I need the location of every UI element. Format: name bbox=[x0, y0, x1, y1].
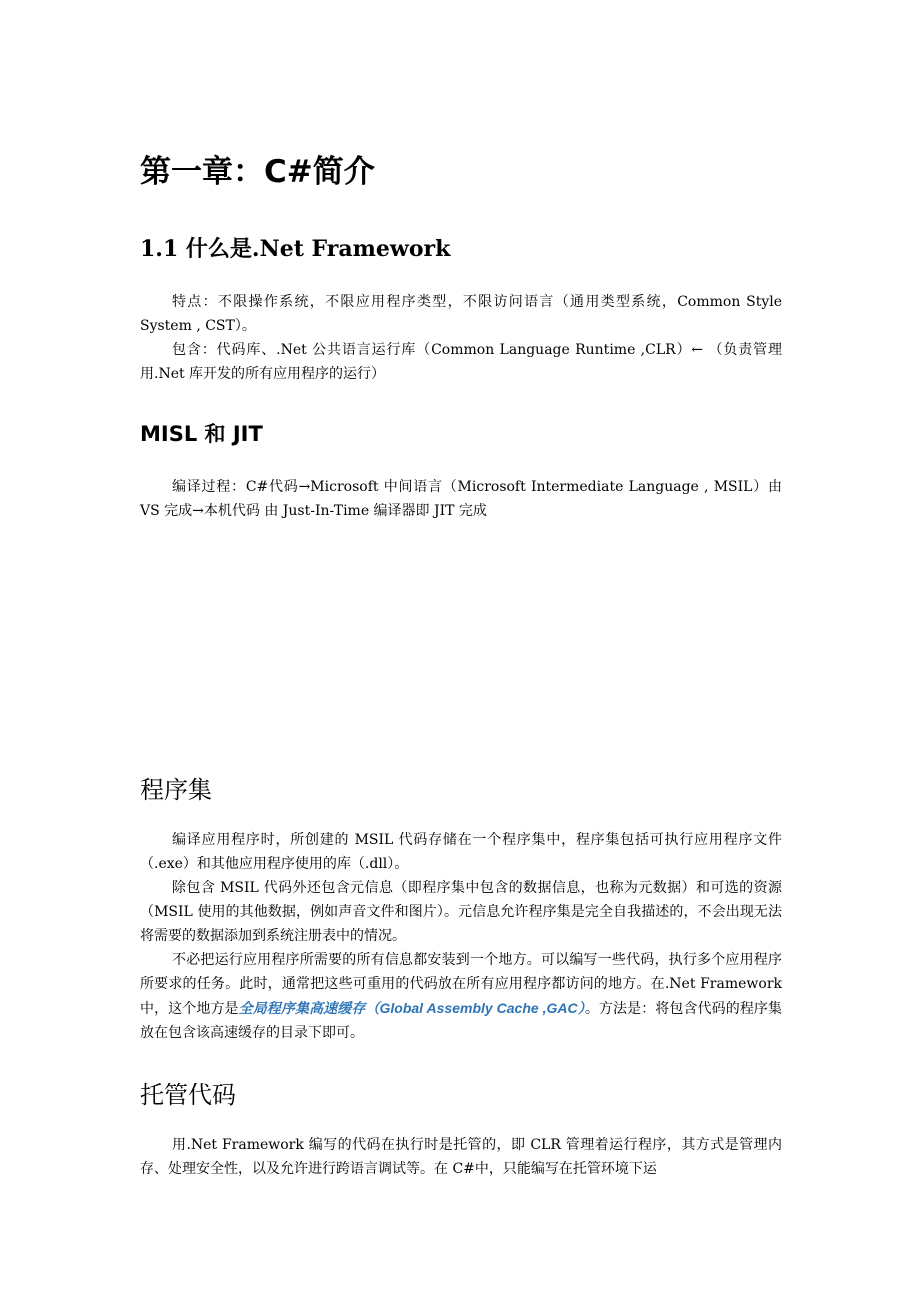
section-body-misl-jit bbox=[140, 475, 782, 523]
gac-text-after: 。方法是：将包含代码的程序集放在包含该高速缓存的目录下即可。 bbox=[140, 1001, 783, 1041]
section-title-net-framework: 1.1 什么是.Net Framework bbox=[140, 236, 451, 262]
section-body-managed-code bbox=[140, 1133, 782, 1181]
section-body-net-framework bbox=[140, 290, 782, 386]
paragraph-features: 特点：不限操作系统，不限应用程序类型，不限访问语言（通用类型系统，Common Style System , CST）。 bbox=[140, 294, 782, 334]
section-body-assembly bbox=[140, 828, 782, 1045]
paragraph-assembly-metadata: 除包含 MSIL 代码外还包含元信息（即程序集中包含的数据信息，也称为元数据）和可选的资源（MSIL 使用的其他数据，例如声音文件和图片）。元信息允许程序集是完全自我描述的，不会出现无法将需要的数据添加到系统注册表中的情况。 bbox=[140, 880, 782, 944]
paragraph-assembly-intro: 编译应用程序时，所创建的 MSIL 代码存储在一个程序集中，程序集包括可执行应用程序文件（.exe）和其他应用程序使用的库（.dll）。 bbox=[140, 832, 782, 872]
gac-emphasis: 全局程序集高速缓存（Global Assembly Cache ,GAC） bbox=[238, 1000, 585, 1016]
gac-text-before: 不必把运行应用程序所需要的所有信息都安装到一个地方。可以编写一些代码，执行多个应用程序所要求的任务。此时，通常把这些可重用的代码放在所有应用程序都访问的地方。在.Net Framework 中，这个地方是 bbox=[140, 952, 782, 1017]
section-title-misl-jit: MISL 和 JIT bbox=[140, 422, 263, 446]
paragraph-compile-process: 编译过程：C#代码→Microsoft 中间语言（Microsoft Intermediate Language , MSIL）由 VS 完成→本机代码 由 Just-In-Time 编译器即 JIT 完成 bbox=[140, 479, 782, 519]
paragraph-managed-code: 用.Net Framework 编写的代码在执行时是托管的，即 CLR 管理着运行程序，其方式是管理内存、处理安全性，以及允许进行跨语言调试等。在 C#中，只能编写在托管环境下运 bbox=[140, 1137, 782, 1177]
paragraph-assembly-gac bbox=[140, 948, 782, 1045]
section-title-assembly: 程序集 bbox=[140, 776, 212, 804]
section-title-managed-code: 托管代码 bbox=[140, 1081, 236, 1109]
paragraph-contents: 包含：代码库、.Net 公共语言运行库（Common Language Runtime ,CLR）← （负责管理用.Net 库开发的所有应用程序的运行） bbox=[140, 342, 782, 382]
chapter-title: 第一章：C#简介 bbox=[140, 154, 375, 190]
